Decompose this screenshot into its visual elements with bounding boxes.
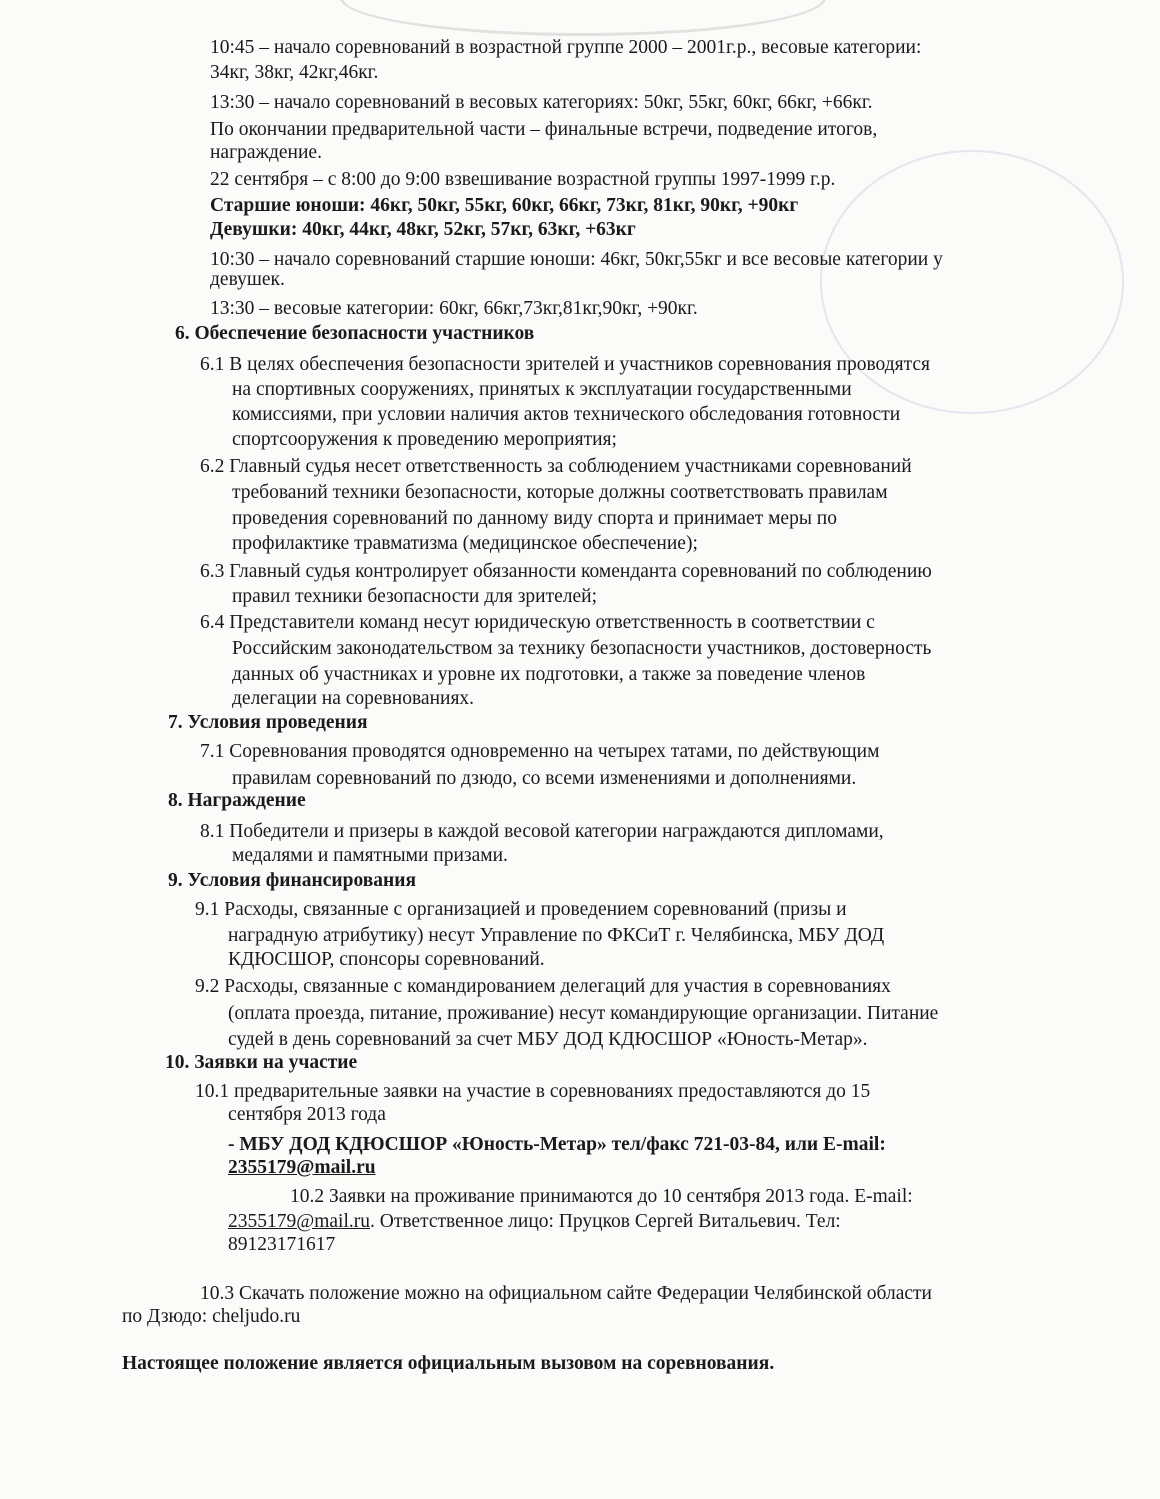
section-heading-8: 8. Награждение [168, 790, 306, 811]
closing-statement: Настоящее положение является официальным вызовом на соревнования. [122, 1353, 775, 1374]
text-line: данных об участниках и уровне их подготовки, а также за поведение членов [232, 664, 866, 685]
text-line: 10:45 – начало соревнований в возрастной группе 2000 – 2001г.р., весовые категории: [210, 37, 922, 58]
text-line: делегации на соревнованиях. [232, 688, 475, 709]
text-line: 6.1 В целях обеспечения безопасности зрителей и участников соревнования проводятся [200, 354, 930, 375]
text-line: девушек. [210, 269, 285, 290]
email-link[interactable]: 2355179@mail.ru [228, 1211, 370, 1232]
weight-categories-girls: Девушки: 40кг, 44кг, 48кг, 52кг, 57кг, 63кг, +63кг [210, 219, 636, 240]
text-line: 10.2 Заявки на проживание принимаются до 10 сентября 2013 года. E-mail: [290, 1186, 913, 1207]
text-line: 6.3 Главный судья контролирует обязанности коменданта соревнований по соблюдению [200, 561, 932, 582]
text-line: 9.2 Расходы, связанные с командированием делегаций для участия в соревнованиях [195, 976, 891, 997]
text-line: наградную атрибутику) несут Управление по ФКСиТ г. Челябинска, МБУ ДОД [228, 925, 885, 946]
section-heading-9: 9. Условия финансирования [168, 870, 417, 891]
text-line: 34кг, 38кг, 42кг,46кг. [210, 62, 379, 83]
contact-organization: - МБУ ДОД КДЮСШОР «Юность-Метар» тел/факс 721-03-84, или E-mail: [228, 1134, 886, 1155]
text-line: комиссиями, при условии наличия актов технического обследования готовности [232, 404, 901, 425]
text-line: профилактике травматизма (медицинское обеспечение); [232, 533, 698, 554]
text-line: 7.1 Соревнования проводятся одновременно на четырех татами, по действующим [200, 741, 880, 762]
text-line: 10.1 предварительные заявки на участие в соревнованиях предоставляются до 15 [195, 1081, 871, 1102]
text-line-with-link [228, 1210, 841, 1234]
section-heading-7: 7. Условия проведения [168, 712, 368, 733]
text-line: 10.3 Скачать положение можно на официальном сайте Федерации Челябинской области [200, 1283, 932, 1304]
text-line: 8.1 Победители и призеры в каждой весовой категории награждаются дипломами, [200, 821, 884, 842]
text-line: на спортивных сооружениях, принятых к эксплуатации государственными [232, 379, 852, 400]
top-stamp-mark [340, 0, 826, 36]
text-line: 6.2 Главный судья несет ответственность за соблюдением участниками соревнований [200, 456, 912, 477]
weight-categories-boys: Старшие юноши: 46кг, 50кг, 55кг, 60кг, 66кг, 73кг, 81кг, 90кг, +90кг [210, 195, 799, 216]
text-line: 9.1 Расходы, связанные с организацией и проведением соревнований (призы и [195, 899, 847, 920]
section-heading-6: 6. Обеспечение безопасности участников [175, 323, 535, 344]
text-line: требований техники безопасности, которые должны соответствовать правилам [232, 482, 888, 503]
text-line: 10:30 – начало соревнований старшие юноши: 46кг, 50кг,55кг и все весовые категории у [210, 249, 943, 270]
text-line: По окончании предварительной части – финальные встречи, подведение итогов, [210, 119, 878, 140]
text-line: правил техники безопасности для зрителей; [232, 586, 598, 607]
text-line: судей в день соревнований за счет МБУ ДОД КДЮСШОР «Юность-Метар». [228, 1029, 868, 1050]
responsible-person: . Ответственное лицо: Пруцков Сергей Витальевич. Тел: [369, 1211, 841, 1232]
text-line: Российским законодательством за технику безопасности участников, достоверность [232, 638, 932, 659]
text-line: 13:30 – весовые категории: 60кг, 66кг,73кг,81кг,90кг, +90кг. [210, 298, 698, 319]
text-line: 22 сентября – с 8:00 до 9:00 взвешивание возрастной группы 1997-1999 г.р. [210, 169, 836, 190]
text-line: 13:30 – начало соревнований в весовых категориях: 50кг, 55кг, 60кг, 66кг, +66кг. [210, 92, 873, 113]
text-line: сентября 2013 года [228, 1104, 386, 1125]
text-line: правилам соревнований по дзюдо, со всеми изменениями и дополнениями. [232, 768, 857, 789]
email-link[interactable]: 2355179@mail.ru [228, 1157, 376, 1178]
text-line: проведения соревнований по данному виду спорта и принимает меры по [232, 508, 837, 529]
text-line: (оплата проезда, питание, проживание) несут командирующие организации. Питание [228, 1003, 939, 1024]
section-heading-10: 10. Заявки на участие [165, 1052, 358, 1073]
text-line: по Дзюдо: cheljudo.ru [122, 1306, 301, 1327]
phone-number: 89123171617 [228, 1234, 336, 1255]
text-line: 6.4 Представители команд несут юридическую ответственность в соответствии с [200, 612, 875, 633]
text-line: награждение. [210, 142, 322, 163]
text-line: медалями и памятными призами. [232, 845, 508, 866]
text-line: КДЮСШОР, спонсоры соревнований. [228, 949, 545, 970]
text-line: спортсооружения к проведению мероприятия; [232, 429, 617, 450]
